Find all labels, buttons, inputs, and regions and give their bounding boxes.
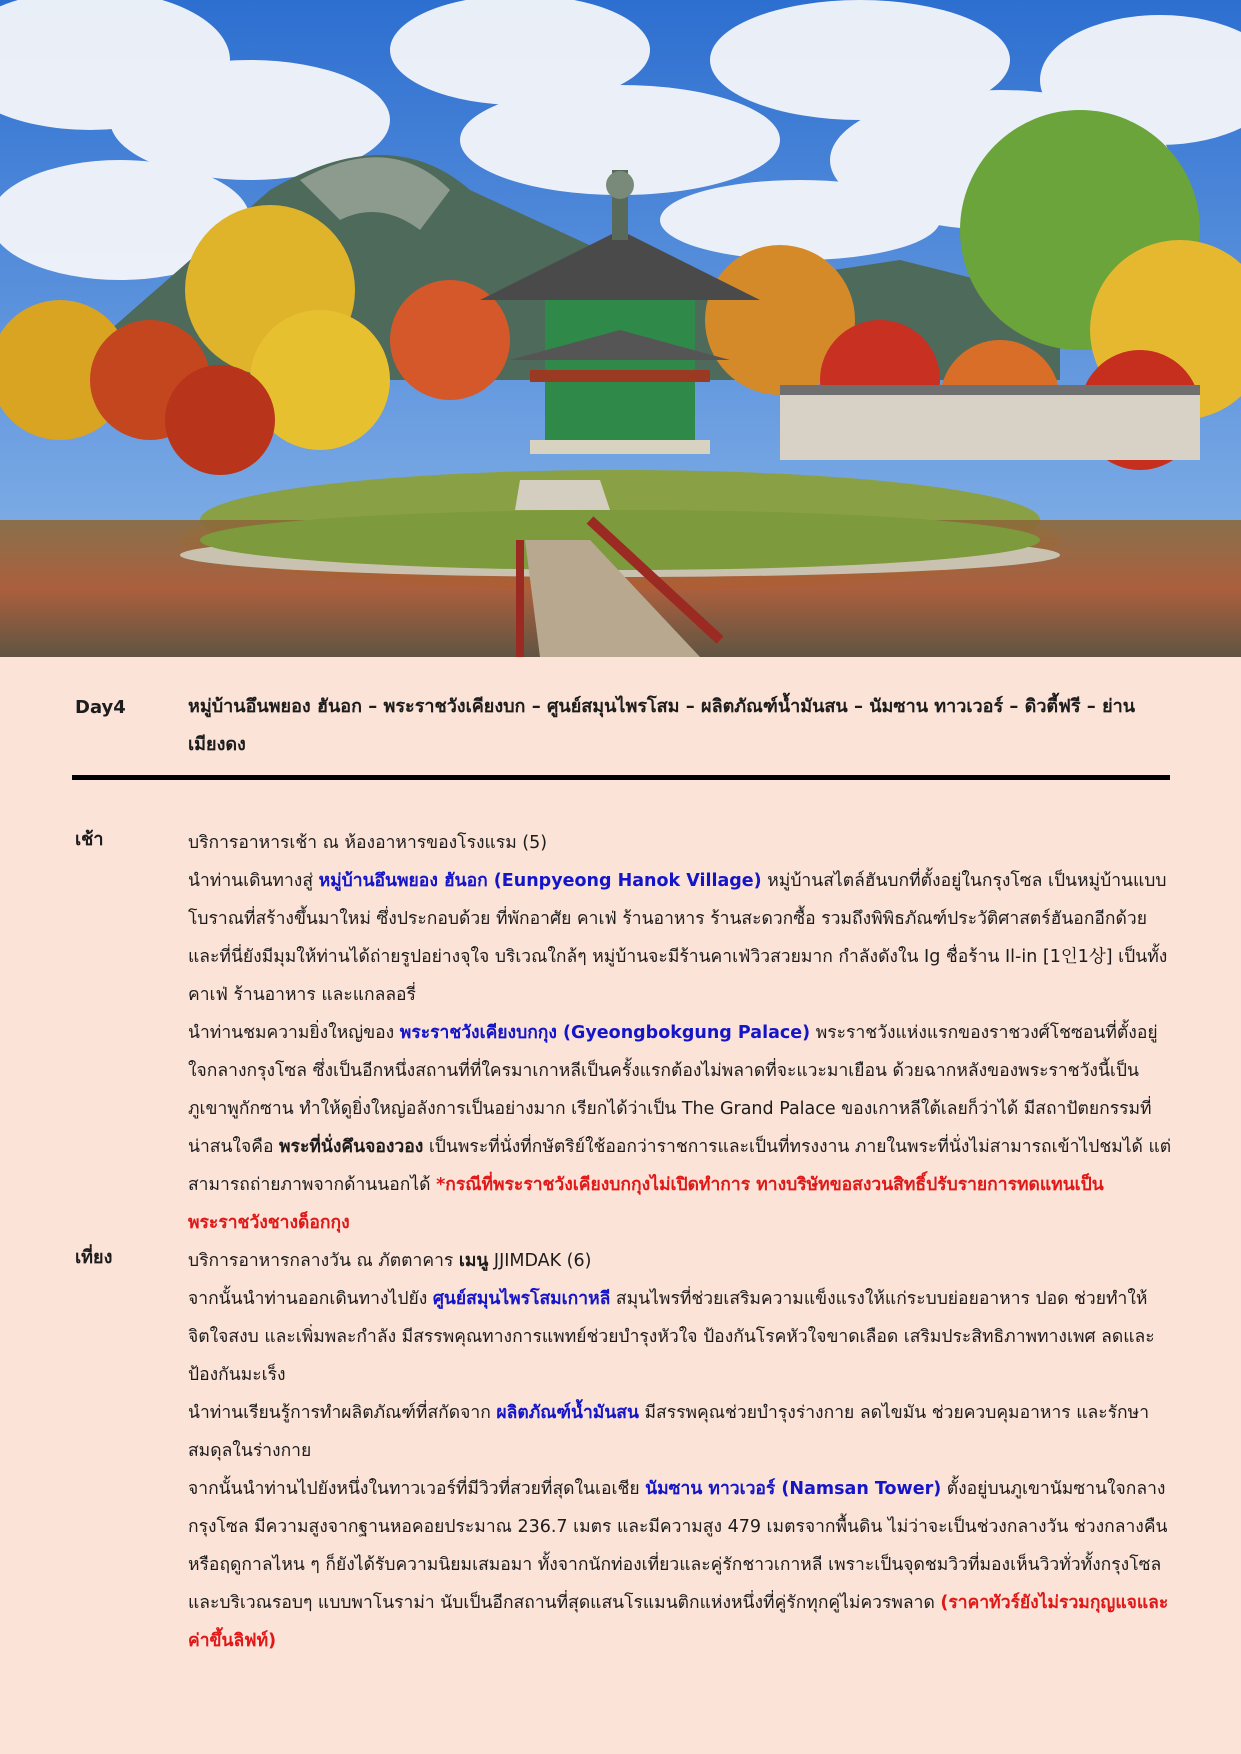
day-label: Day4 xyxy=(75,697,126,718)
breakfast-line: บริการอาหารเช้า ณ ห้องอาหารของโรงแรม (5) xyxy=(188,833,548,853)
day-header xyxy=(75,697,1170,757)
lunch-line: บริการอาหารกลางวัน ณ ภัตตาคาร เมนู JJIMDAK (6) xyxy=(188,1251,592,1271)
namsan-paragraph: จากนั้นนำท่านไปยังหนึ่งในทาวเวอร์ที่มีวิวที่สวยที่สุดในเอเชีย นัมซาน ทาวเวอร์ (Namsan Tower) ตั้งอยู่บนภูเขานัมซานใจกลางกรุงโซล มีความสูงจากฐานหอคอยประมาณ 236.7 เมตร และมีความสูง 479 เมตรจากพื้นดิน ไม่ว่าจะเป็นช่วงกลางวัน ช่วงกลางคืน หรือฤดูกาลไหน ๆ ก็ยังได้รับความนิยมเสมอมา ทั้งจากนักท่องเที่ยวและคู่รักชาวเกาหลี เพราะเป็นจุดชมวิวที่มองเห็นวิวทั่วทั้งกรุงโซล และบริเวณรอบๆ แบบพาโนราม่า นับเป็นอีกสถานที่สุดแสนโรแมนติกแห่งหนึ่งที่คู่รักทุกคู่ไม่ควรพลาด (ราคาทัวร์ยังไม่รวมกุญแจและค่าขึ้นลิฟท์) xyxy=(188,1479,1169,1651)
morning-label: เช้า xyxy=(75,829,104,850)
morning-body xyxy=(188,824,1173,1242)
noon-label: เที่ยง xyxy=(75,1247,113,1268)
gyeongbokgung-highlight: พระราชวังเคียงบกกุง (Gyeongbokgung Palace) xyxy=(399,1023,811,1043)
ginseng-paragraph: จากนั้นนำท่านออกเดินทางไปยัง ศูนย์สมุนไพรโสมเกาหลี สมุนไพรที่ช่วยเสริมความแข็งแรงให้แก่ระบบย่อยอาหาร ปอด ช่วยทำให้จิตใจสงบ และเพิ่มพละกำลัง มีสรรพคุณทางการแพทย์ช่วยบำรุงหัวใจ ป้องกันโรคหัวใจขาดเลือด เสริมประสิทธิภาพทางเพศ ลดและป้องกันมะเร็ง xyxy=(188,1289,1155,1385)
eunpyeong-paragraph: นำท่านเดินทางสู่ หมู่บ้านอึนพยอง ฮันอก (Eunpyeong Hanok Village) หมู่บ้านสไตล์ฮันบกที่ตั้งอยู่ในกรุงโซล เป็นหมู่บ้านแบบโบราณที่สร้างขึ้นมาใหม่ ซึ่งประกอบด้วย ที่พักอาศัย คาเฟ่ ร้านอาหาร ร้านสะดวกซื้อ รวมถึงพิพิธภัณฑ์ประวัติศาสตร์ฮันอกอีกด้วย และที่นี่ยังมีมุมให้ท่านได้ถ่ายรูปอย่างจุใจ บริเวณใกล้ๆ หมู่บ้านจะมีร้านคาเฟ่วิวสวยมาก กำลังดังใน Ig ชื่อร้าน Il-in [1인1상] เป็นทั้งคาเฟ่ ร้านอาหาร และแกลลอรี่ xyxy=(188,871,1168,1005)
hero-photo xyxy=(0,0,1241,657)
pine-oil-paragraph: นำท่านเรียนรู้การทำผลิตภัณฑ์ที่สกัดจาก ผลิตภัณฑ์น้ำมันสน มีสรรพคุณช่วยบำรุงร่างกาย ลดไขมัน ช่วยควบคุมอาหาร และรักษาสมดุลในร่างกาย xyxy=(188,1403,1150,1461)
eunpyeong-highlight: หมู่บ้านอึนพยอง ฮันอก (Eunpyeong Hanok Village) xyxy=(318,871,762,891)
pine-oil-highlight: ผลิตภัณฑ์น้ำมันสน xyxy=(496,1403,639,1423)
namsan-highlight: นัมซาน ทาวเวอร์ (Namsan Tower) xyxy=(645,1479,942,1499)
palace-closure-note: *กรณีที่พระราชวังเคียงบกกุงไม่เปิดทำการ ทางบริษัทขอสงวนสิทธิ์ปรับรายการทดแทนเป็นพระราชวังชางด็อกกุง xyxy=(188,1175,1104,1233)
noon-body xyxy=(188,1242,1173,1660)
ginseng-highlight: ศูนย์สมุนไพรโสมเกาหลี xyxy=(432,1289,611,1309)
day-title: หมู่บ้านอึนพยอง ฮันอก – พระราชวังเคียงบก – ศูนย์สมุนไพรโสม – ผลิตภัณฑ์น้ำมันสน – นัมซาน ทาวเวอร์ – ดิวตี้ฟรี – ย่านเมียงดง xyxy=(188,696,1136,755)
throne-hall-bold: พระที่นั่งคึนจองวอง xyxy=(279,1137,424,1157)
header-divider xyxy=(72,775,1170,780)
namsan-price-note: (ราคาทัวร์ยังไม่รวมกุญแจและค่าขึ้นลิฟท์) xyxy=(188,1593,1169,1651)
gyeongbokgung-paragraph: นำท่านชมความยิ่งใหญ่ของ พระราชวังเคียงบกกุง (Gyeongbokgung Palace) พระราชวังแห่งแรกของราชวงศ์โชซอนที่ตั้งอยู่ใจกลางกรุงโซล ซึ่งเป็นอีกหนึ่งสถานที่ที่ใครมาเกาหลีเป็นครั้งแรกต้องไม่พลาดที่จะแวะมาเยือน ด้วยฉากหลังของพระราชวังนี้เป็นภูเขาพูกักซาน ทำให้ดูยิ่งใหญ่อลังการเป็นอย่างมาก เรียกได้ว่าเป็น The Grand Palace ของเกาหลีใต้เลยก็ว่าได้ มีสถาปัตยกรรมที่น่าสนใจคือ พระที่นั่งคึนจองวอง เป็นพระที่นั่งที่กษัตริย์ใช้ออกว่าราชการและเป็นที่ทรงงาน ภายในพระที่นั่งไม่สามารถเข้าไปชมได้ แต่สามารถถ่ายภาพจากด้านนอกได้ *กรณีที่พระราชวังเคียงบกกุงไม่เปิดทำการ ทางบริษัทขอสงวนสิทธิ์ปรับรายการทดแทนเป็นพระราชวังชางด็อกกุง xyxy=(188,1023,1172,1233)
palace-landscape-illustration xyxy=(0,0,1241,657)
